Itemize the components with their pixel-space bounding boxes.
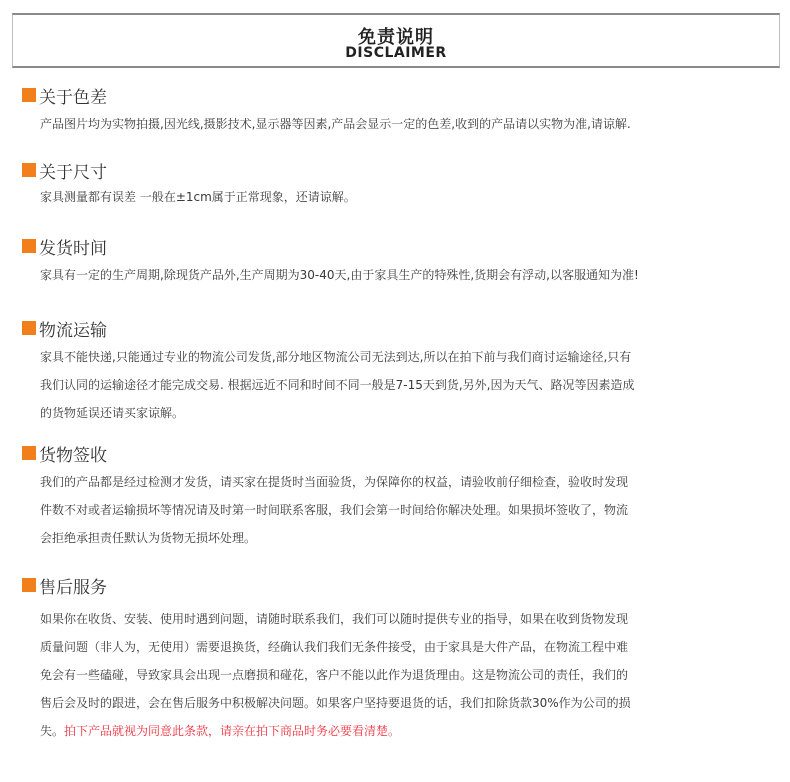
section-shipping-time — [22, 234, 772, 289]
section-title: 物流运输 — [39, 320, 107, 341]
body-line: 件数不对或者运输损坏等情况请及时第一时间联系客服，我们会第一时间给你解决处理。如果损坏签收了，物流 — [40, 503, 629, 517]
section-body — [40, 343, 772, 427]
section-title: 货物签收 — [39, 445, 107, 466]
section-body — [40, 183, 772, 211]
body-line: 家具测量都有误差 一般在±1cm属于正常现象，还请谅解。 — [40, 190, 356, 204]
orange-square-bullet-icon — [22, 446, 36, 460]
body-line: 免会有一些磕碰，导致家具会出现一点磨损和碰花，客户不能以此作为退货理由。这是物流公司的责任，我们的 — [40, 668, 629, 682]
orange-square-bullet-icon — [22, 578, 36, 592]
body-line-last — [40, 717, 772, 745]
orange-square-bullet-icon — [22, 163, 36, 177]
section-after-sales — [22, 573, 772, 745]
body-line: 售后会及时的跟进，会在售后服务中积极解决问题。如果客户坚持要退货的话，我们扣除货款30%作为公司的损 — [40, 696, 631, 710]
section-logistics — [22, 316, 772, 427]
disclaimer-header — [12, 13, 780, 68]
section-title: 关于色差 — [39, 87, 107, 108]
section-size — [22, 158, 772, 211]
body-line: 的货物延误还请买家谅解。 — [40, 406, 185, 420]
section-body — [40, 605, 772, 745]
orange-square-bullet-icon — [22, 239, 36, 253]
header-title-en: DISCLAIMER — [345, 45, 447, 61]
body-line: 如果你在收货、安装、使用时遇到问题，请随时联系我们，我们可以随时提供专业的指导，如果在收到货物发现 — [40, 612, 629, 626]
body-line: 质量问题（非人为，无使用）需要退换货，经确认我们我们无条件接受，由于家具是大件产品，在物流工程中难 — [40, 640, 629, 654]
warning-text: 拍下产品就视为同意此条款，请亲在拍下商品时务必要看清楚。 — [64, 724, 401, 738]
body-line: 我们的产品都是经过检测才发货，请买家在提货时当面验货，为保障你的权益，请验收前仔细检查，验收时发现 — [40, 475, 629, 489]
section-goods-receipt — [22, 441, 772, 552]
section-title: 关于尺寸 — [39, 162, 107, 183]
section-title: 发货时间 — [39, 238, 107, 259]
section-color-difference — [22, 83, 772, 138]
orange-square-bullet-icon — [22, 88, 36, 102]
section-body — [40, 468, 772, 552]
header-title-cn: 免责说明 — [358, 27, 434, 48]
section-title: 售后服务 — [39, 577, 107, 598]
body-line: 产品图片均为实物拍摄,因光线,摄影技术,显示器等因素,产品会显示一定的色差,收到的产品请以实物为准,请谅解. — [40, 117, 631, 131]
body-line: 会拒绝承担责任默认为货物无损坏处理。 — [40, 531, 257, 545]
body-line: 我们认同的运输途径才能完成交易. 根据远近不同和时间不同一般是7-15天到货,另外,因为天气、路况等因素造成 — [40, 378, 635, 392]
body-line-prefix: 失。 — [40, 724, 65, 738]
section-body — [40, 261, 772, 289]
body-line: 家具不能快递,只能通过专业的物流公司发货,部分地区物流公司无法到达,所以在拍下前与我们商讨运输途径,只有 — [40, 350, 632, 364]
orange-square-bullet-icon — [22, 321, 36, 335]
body-line: 家具有一定的生产周期,除现货产品外,生产周期为30-40天,由于家具生产的特殊性,货期会有浮动,以客服通知为准! — [40, 268, 639, 282]
section-body — [40, 110, 772, 138]
